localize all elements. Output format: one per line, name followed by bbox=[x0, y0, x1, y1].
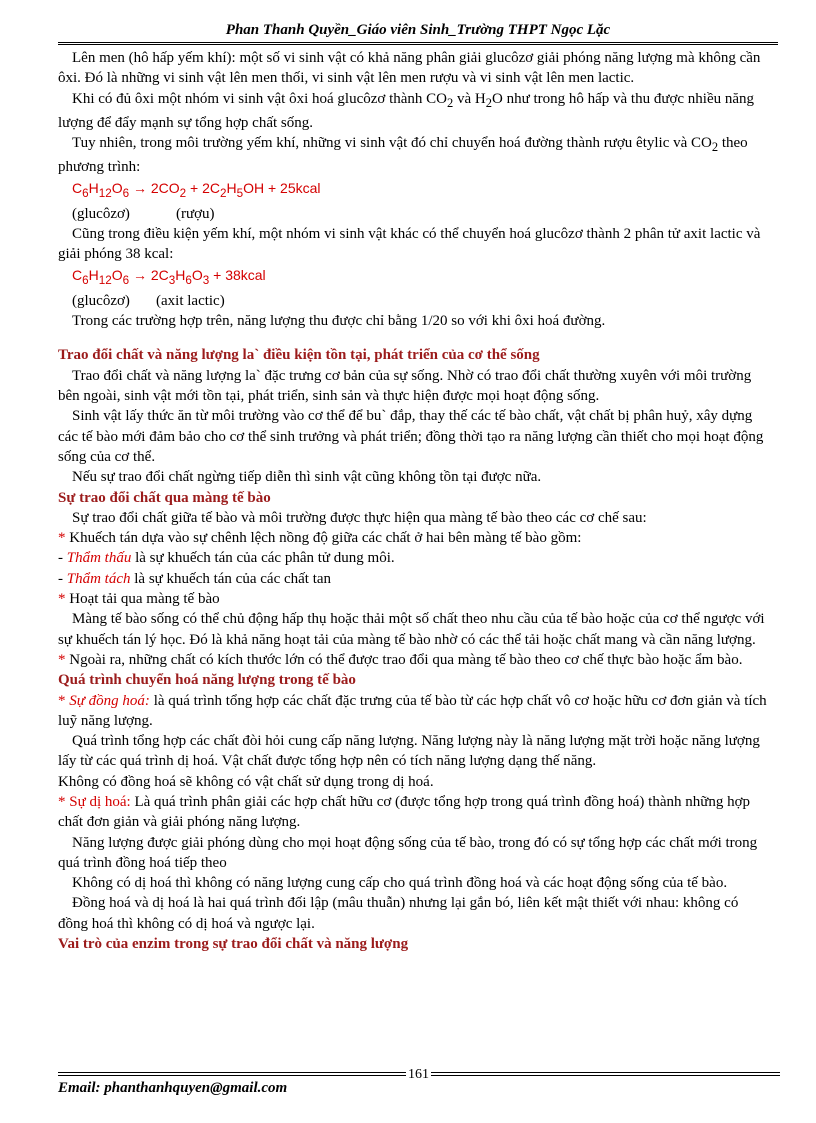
eq-part: O bbox=[191, 266, 203, 283]
eq-sub: 6 bbox=[122, 186, 130, 200]
footer-email: Email: phanthanhquyen@gmail.com bbox=[58, 1080, 288, 1096]
eq-sub: 12 bbox=[98, 186, 112, 200]
page-header: Phan Thanh Quyền_Giáo viên Sinh_Trường THPT Ngọc Lặc bbox=[225, 22, 611, 38]
eq-part: C bbox=[72, 179, 83, 196]
section-heading: Vai trò của enzim trong sự trao đổi chất và năng lượng bbox=[58, 936, 409, 953]
paragraph: Trong các trường hợp trên, năng lượng thu được chỉ bằng 1/20 so với khi ôxi hoá đường. bbox=[72, 313, 606, 330]
eq-sub: 6 bbox=[82, 273, 89, 287]
text: Hoạt tải qua màng tế bào bbox=[65, 591, 220, 608]
text: và H bbox=[453, 90, 486, 107]
eq-sub: 3 bbox=[202, 273, 210, 287]
text: là quá trình tổng hợp các chất đặc trưng của tế bào từ các hợp chất vô cơ hoặc hữu cơ đơn giản và tích luỹ năng lượng. bbox=[58, 692, 767, 729]
text: Là quá trình phân giải các hợp chất hữu cơ (được tổng hợp trong quá trình đồng hoá) thành những hợp chất đơn giản và giải phóng năng lượng. bbox=[58, 793, 751, 831]
eq-part: H bbox=[226, 179, 237, 196]
paragraph: Trao đổi chất và năng lượng la` đặc trưng cơ bản của sự sống. Nhờ có trao đổi chất thường xuyên với môi trường bên ngoài, sinh vật mới tồn tại, phát triển, sinh sản và thực hiện được mọi hoạt động sống. bbox=[58, 367, 752, 405]
paragraph: Nếu sự trao đổi chất ngừng tiếp diễn thì sinh vật cũng không tồn tại được nữa. bbox=[72, 469, 542, 486]
paragraph: Không có dị hoá thì không có năng lượng cung cấp cho quá trình đồng hoá và các hoạt động sống của tế bào. bbox=[72, 875, 728, 892]
eq-label: (axit lactic) bbox=[156, 292, 225, 309]
dash-item bbox=[58, 569, 770, 589]
bullet-star: * bbox=[58, 591, 66, 608]
eq-sub: 6 bbox=[82, 186, 89, 200]
term: Sự đồng hoá: bbox=[69, 692, 150, 709]
eq-part: + 2C bbox=[186, 179, 220, 196]
section-heading: Quá trình chuyển hoá năng lượng trong tế bào bbox=[58, 672, 356, 689]
dash: - bbox=[58, 550, 67, 567]
dash-item bbox=[58, 548, 770, 568]
eq-part: C bbox=[72, 266, 83, 283]
paragraph: Đồng hoá và dị hoá là hai quá trình đối lập (mâu thuẫn) nhưng lại gắn bó, liên kết mật thiết với nhau: không có đồng hoá thì không có dị hoá và ngược lại. bbox=[58, 895, 739, 932]
bullet-item bbox=[58, 691, 770, 732]
equation-labels bbox=[58, 291, 770, 311]
text: Khuếch tán dựa vào sự chênh lệch nồng độ giữa các chất ở hai bên màng tế bào gồm: bbox=[65, 530, 582, 547]
text: Khi có đủ ôxi một nhóm vi sinh vật ôxi hoá glucôzơ thành CO bbox=[72, 90, 447, 107]
eq-sub: 6 bbox=[122, 273, 130, 287]
section-heading: Trao đổi chất và năng lượng la` điều kiện tồn tại, phát triển của cơ thể sống bbox=[58, 347, 540, 364]
paragraph: Không có đồng hoá sẽ không có vật chất sử dụng trong dị hoá. bbox=[58, 773, 434, 790]
paragraph bbox=[58, 89, 770, 134]
eq-label: (rượu) bbox=[176, 205, 215, 222]
subscript: 2 bbox=[485, 95, 492, 110]
eq-sub: 3 bbox=[168, 273, 176, 287]
bullet-star: * bbox=[58, 530, 66, 547]
paragraph: Sinh vật lấy thức ăn từ môi trường vào cơ thể để bu` đắp, thay thế các tế bào chất, vật chất bị phân huỷ, xây dựng các tế bào mới đảm bảo cho cơ thể sinh trưởng và phát triển; đồng thời tạo ra năng lượng cần thiết cho mọi hoạt động sống của cơ thể. bbox=[58, 408, 764, 465]
page-number: 161 bbox=[408, 1067, 429, 1082]
text: theo phương trình: bbox=[58, 135, 748, 176]
text: là sự khuếch tán của các phân tử dung môi. bbox=[131, 550, 395, 567]
paragraph: Sự trao đổi chất giữa tế bào và môi trường được thực hiện qua màng tế bào theo các cơ chế sau: bbox=[72, 509, 647, 526]
term: Thẩm tách bbox=[66, 570, 131, 587]
paragraph: Quá trình tổng hợp các chất đòi hỏi cung cấp năng lượng. Năng lượng này là năng lượng mặt trời hoặc năng lượng lấy từ các quá trình dị hoá. Vật chất được tổng hợp nên có tích năng lượng dạng thế năng. bbox=[58, 733, 760, 770]
dash: - bbox=[58, 570, 67, 587]
term: * Sự dị hoá: bbox=[58, 793, 131, 810]
bullet-item bbox=[58, 792, 770, 833]
bullet-item bbox=[58, 589, 770, 609]
eq-part: O bbox=[111, 266, 123, 283]
equation-labels bbox=[58, 204, 770, 224]
eq-sub: 2 bbox=[220, 186, 227, 200]
bullet-star: * bbox=[58, 651, 66, 668]
paragraph: Năng lượng được giải phóng dùng cho mọi hoạt động sống của tế bào, trong đó có sự tổng hợp các chất mới trong quá trình đồng hoá tiếp theo bbox=[58, 834, 758, 871]
eq-part: O bbox=[111, 179, 123, 196]
eq-part: OH + 25kcal bbox=[243, 179, 321, 196]
eq-label: (glucôzơ) bbox=[72, 205, 130, 222]
subscript: 2 bbox=[711, 140, 719, 155]
section-heading: Sự trao đổi chất qua màng tế bào bbox=[58, 489, 271, 506]
document-body bbox=[58, 48, 770, 954]
eq-sub: 5 bbox=[236, 186, 244, 200]
term: Thẩm thấu bbox=[66, 550, 132, 567]
text: là sự khuếch tán của các chất tan bbox=[130, 570, 332, 587]
paragraph: Lên men (hô hấp yếm khí): một số vi sinh vật có khả năng phân giải glucôzơ giải phóng năng lượng mà không cần ôxi. Đó là những vi sinh vật lên men thối, vi sinh vật lên men rượu và vi sinh vật lên men lactic. bbox=[58, 50, 761, 87]
eq-part: → 2C bbox=[129, 266, 169, 283]
text: Tuy nhiên, trong môi trường yếm khí, những vi sinh vật đó chỉ chuyển hoá đường thành rượu êtylic và CO bbox=[72, 135, 712, 152]
paragraph: Cũng trong điều kiện yếm khí, một nhóm vi sinh vật khác có thể chuyển hoá glucôzơ thành 2 phân tử axit lactic và giải phóng 38 kcal: bbox=[58, 226, 761, 263]
text: O như trong hô hấp và thu được nhiều năng lượng để đẩy mạnh sự tổng hợp chất sống. bbox=[58, 90, 755, 131]
eq-part: H bbox=[88, 179, 99, 196]
subscript: 2 bbox=[446, 95, 454, 110]
eq-label: (glucôzơ) bbox=[72, 292, 130, 309]
eq-sub: 12 bbox=[98, 273, 112, 287]
eq-part: H bbox=[88, 266, 99, 283]
bullet-star: * bbox=[58, 692, 70, 709]
eq-part: → 2CO bbox=[129, 179, 180, 196]
equation-fermentation-alcohol bbox=[58, 178, 770, 204]
header-rule bbox=[58, 42, 778, 45]
paragraph: Màng tế bào sống có thể chủ động hấp thụ hoặc thải một số chất theo nhu cầu của tế bào hoặc của cơ thể ngược với sự khuếch tán lý học. Đó là khả năng hoạt tải của màng tế bào nhờ có các thể tải hoặc chất mang và cần năng lượng. bbox=[58, 611, 765, 648]
spacer bbox=[58, 331, 770, 345]
paragraph bbox=[58, 133, 770, 178]
eq-part: H bbox=[175, 266, 186, 283]
equation-fermentation-lactic bbox=[58, 265, 770, 291]
bullet-item bbox=[58, 650, 770, 670]
text: Ngoài ra, những chất có kích thước lớn có thể được trao đổi qua màng tế bào theo cơ chế thực bào hoặc ẩm bào. bbox=[65, 651, 743, 668]
eq-sub: 2 bbox=[179, 186, 187, 200]
eq-part: + 38kcal bbox=[209, 266, 266, 283]
eq-sub: 6 bbox=[185, 273, 192, 287]
bullet-item bbox=[58, 528, 770, 548]
